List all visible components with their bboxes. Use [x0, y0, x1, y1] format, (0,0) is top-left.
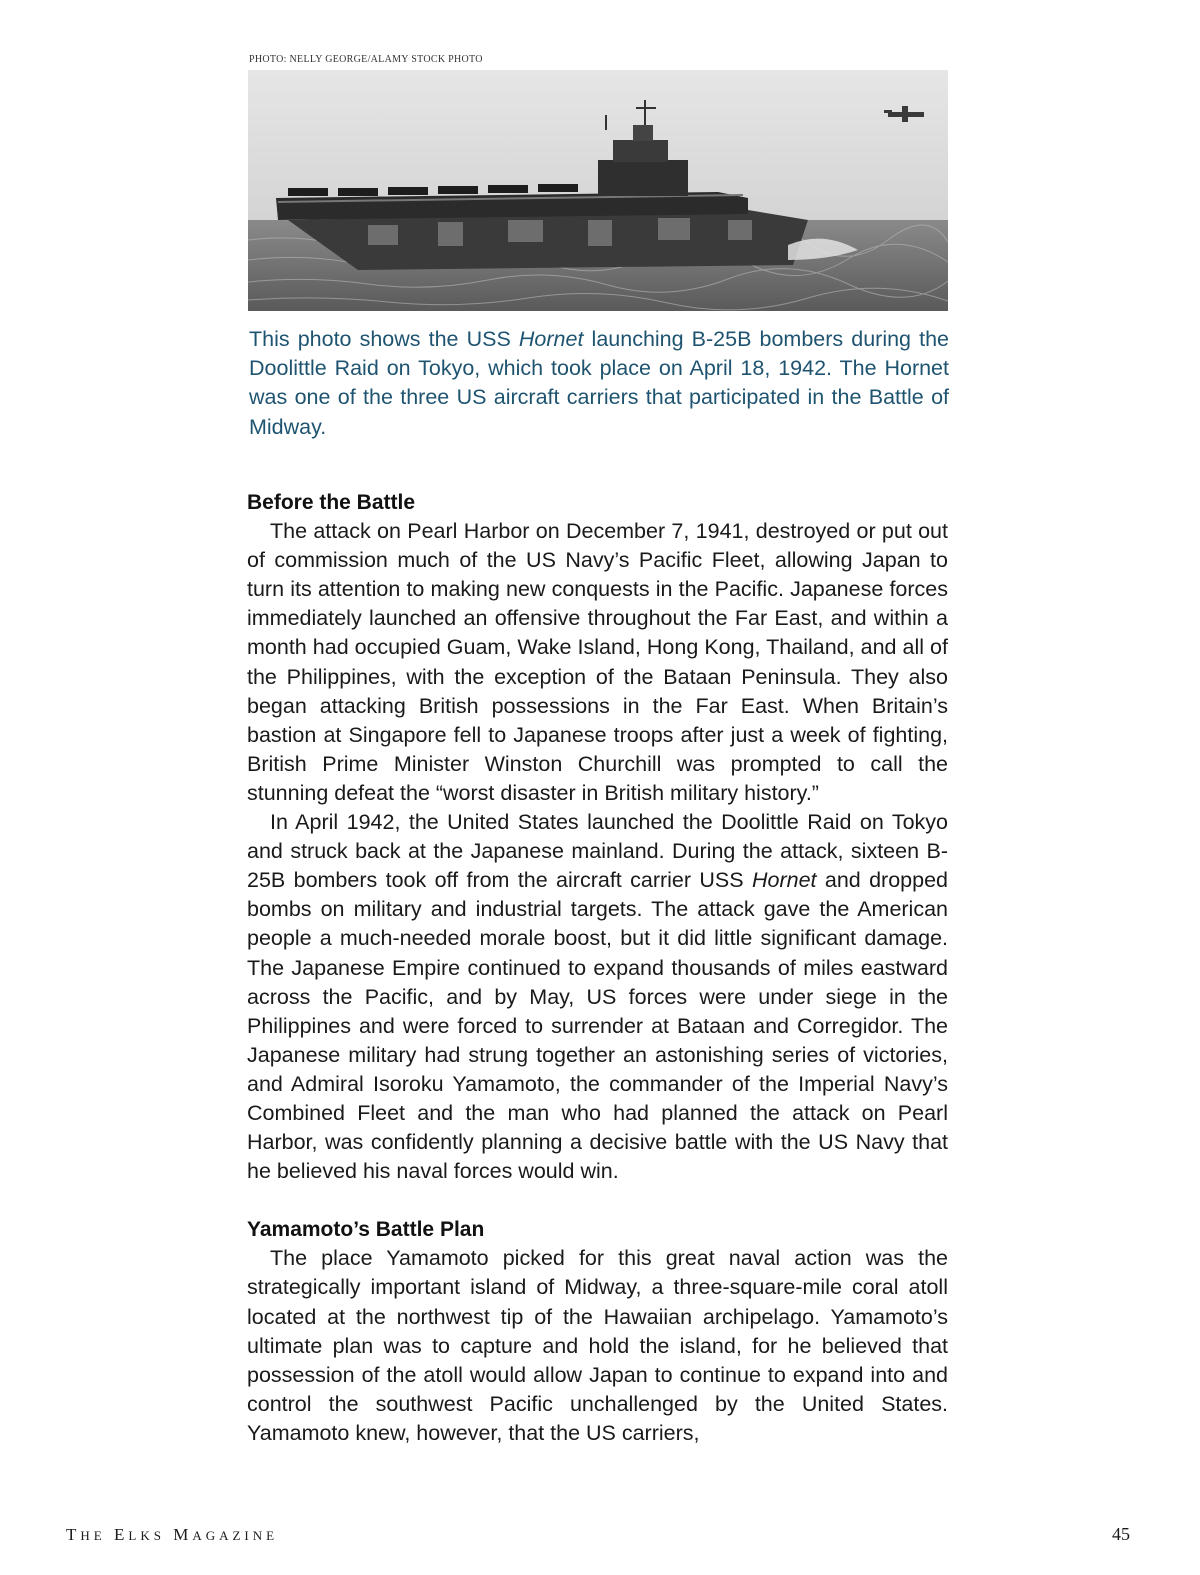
- mag-letter-e: E: [113, 1525, 129, 1544]
- photo-caption: [249, 325, 949, 442]
- doolittle-text-1: In April 1942, the United States launched the Doolittle Raid on Tokyo and struck back at the Japanese mainland. During the attack, sixteen B-25B bombers took off from the aircraft carrier USS: [247, 810, 948, 893]
- section-gap: [247, 1186, 948, 1215]
- article-body: [247, 488, 948, 1448]
- magazine-name: [66, 1525, 278, 1545]
- doolittle-ship-name: Hornet: [751, 868, 817, 893]
- page-number: 45: [1112, 1524, 1130, 1544]
- heading-yamamotos-battle-plan: Yamamoto’s Battle Plan: [247, 1218, 485, 1242]
- doolittle-text-2: and dropped bombs on military and industrial targets. The attack gave the American people a much-needed morale boost, but it did little significant damage. The Japanese Empire continued to expand thousands of miles eastward across the Pacific, and by May, US forces were under siege in the Philippines and were forced to surrender at Bataan and Corregidor. The Japanese military had strung together an astonishing series of victories, and Admiral Isoroku Yamamoto, the commander of the Imperial Navy’s Combined Fleet and the man who had planned the attack on Pearl Harbor, was confidently planning a decisive battle with the US Navy that he believed his naval forces would win.: [247, 868, 948, 1184]
- mag-letters-lks: LKS: [128, 1528, 165, 1543]
- carrier-photo-illustration: [248, 70, 948, 311]
- caption-text-1: This photo shows the USS: [249, 327, 519, 351]
- caption-ship-name: Hornet: [518, 327, 584, 351]
- paragraph-doolittle-raid: [247, 808, 948, 1186]
- paragraph-midway-plan: The place Yamamoto picked for this great naval action was the strategically important island of Midway, a three-square-mile coral atoll located at the northwest tip of the Hawaiian archipelago. Yamamoto’s ultimate plan was to capture and hold the island, for he believed that possession of the atoll would allow Japan to continue to expand into and control the southwest Pacific unchallenged by the United States. Yamamoto knew, however, that the US carriers,: [247, 1246, 948, 1445]
- mag-letter-t: T: [66, 1525, 81, 1544]
- paragraph-pearl-harbor: The attack on Pearl Harbor on December 7, 1941, destroyed or put out of commission much of the US Navy’s Pacific Fleet, allowing Japan to turn its attention to making new conquests in the Pacific. Japanese forces immediately launched an offensive throughout the Far East, and within a month had occupied Guam, Wake Island, Hong Kong, Thailand, and all of the Philippines, with the exception of the Bataan Peninsula. They also began attacking British possessions in the Far East. When Britain’s bastion at Singapore fell to Japanese troops after just a week of fighting, British Prime Minister Winston Churchill was prompted to call the stunning defeat the “worst disaster in British military history.”: [247, 519, 948, 805]
- mag-letters-he: HE: [80, 1528, 106, 1543]
- caption-text-2: launching B-25B bombers during the Doolittle Raid on Tokyo, which took place on April 18, 1942. The Hornet was one of the three US aircraft carriers that participated in the Battle of Midway.: [249, 327, 949, 439]
- mag-letters-agazine: AGAZINE: [192, 1528, 279, 1543]
- photo-credit: PHOTO: NELLY GEORGE/ALAMY STOCK PHOTO: [249, 54, 483, 65]
- mag-letter-m: M: [173, 1525, 193, 1544]
- carrier-photo: [248, 70, 948, 311]
- heading-before-the-battle: Before the Battle: [247, 491, 416, 514]
